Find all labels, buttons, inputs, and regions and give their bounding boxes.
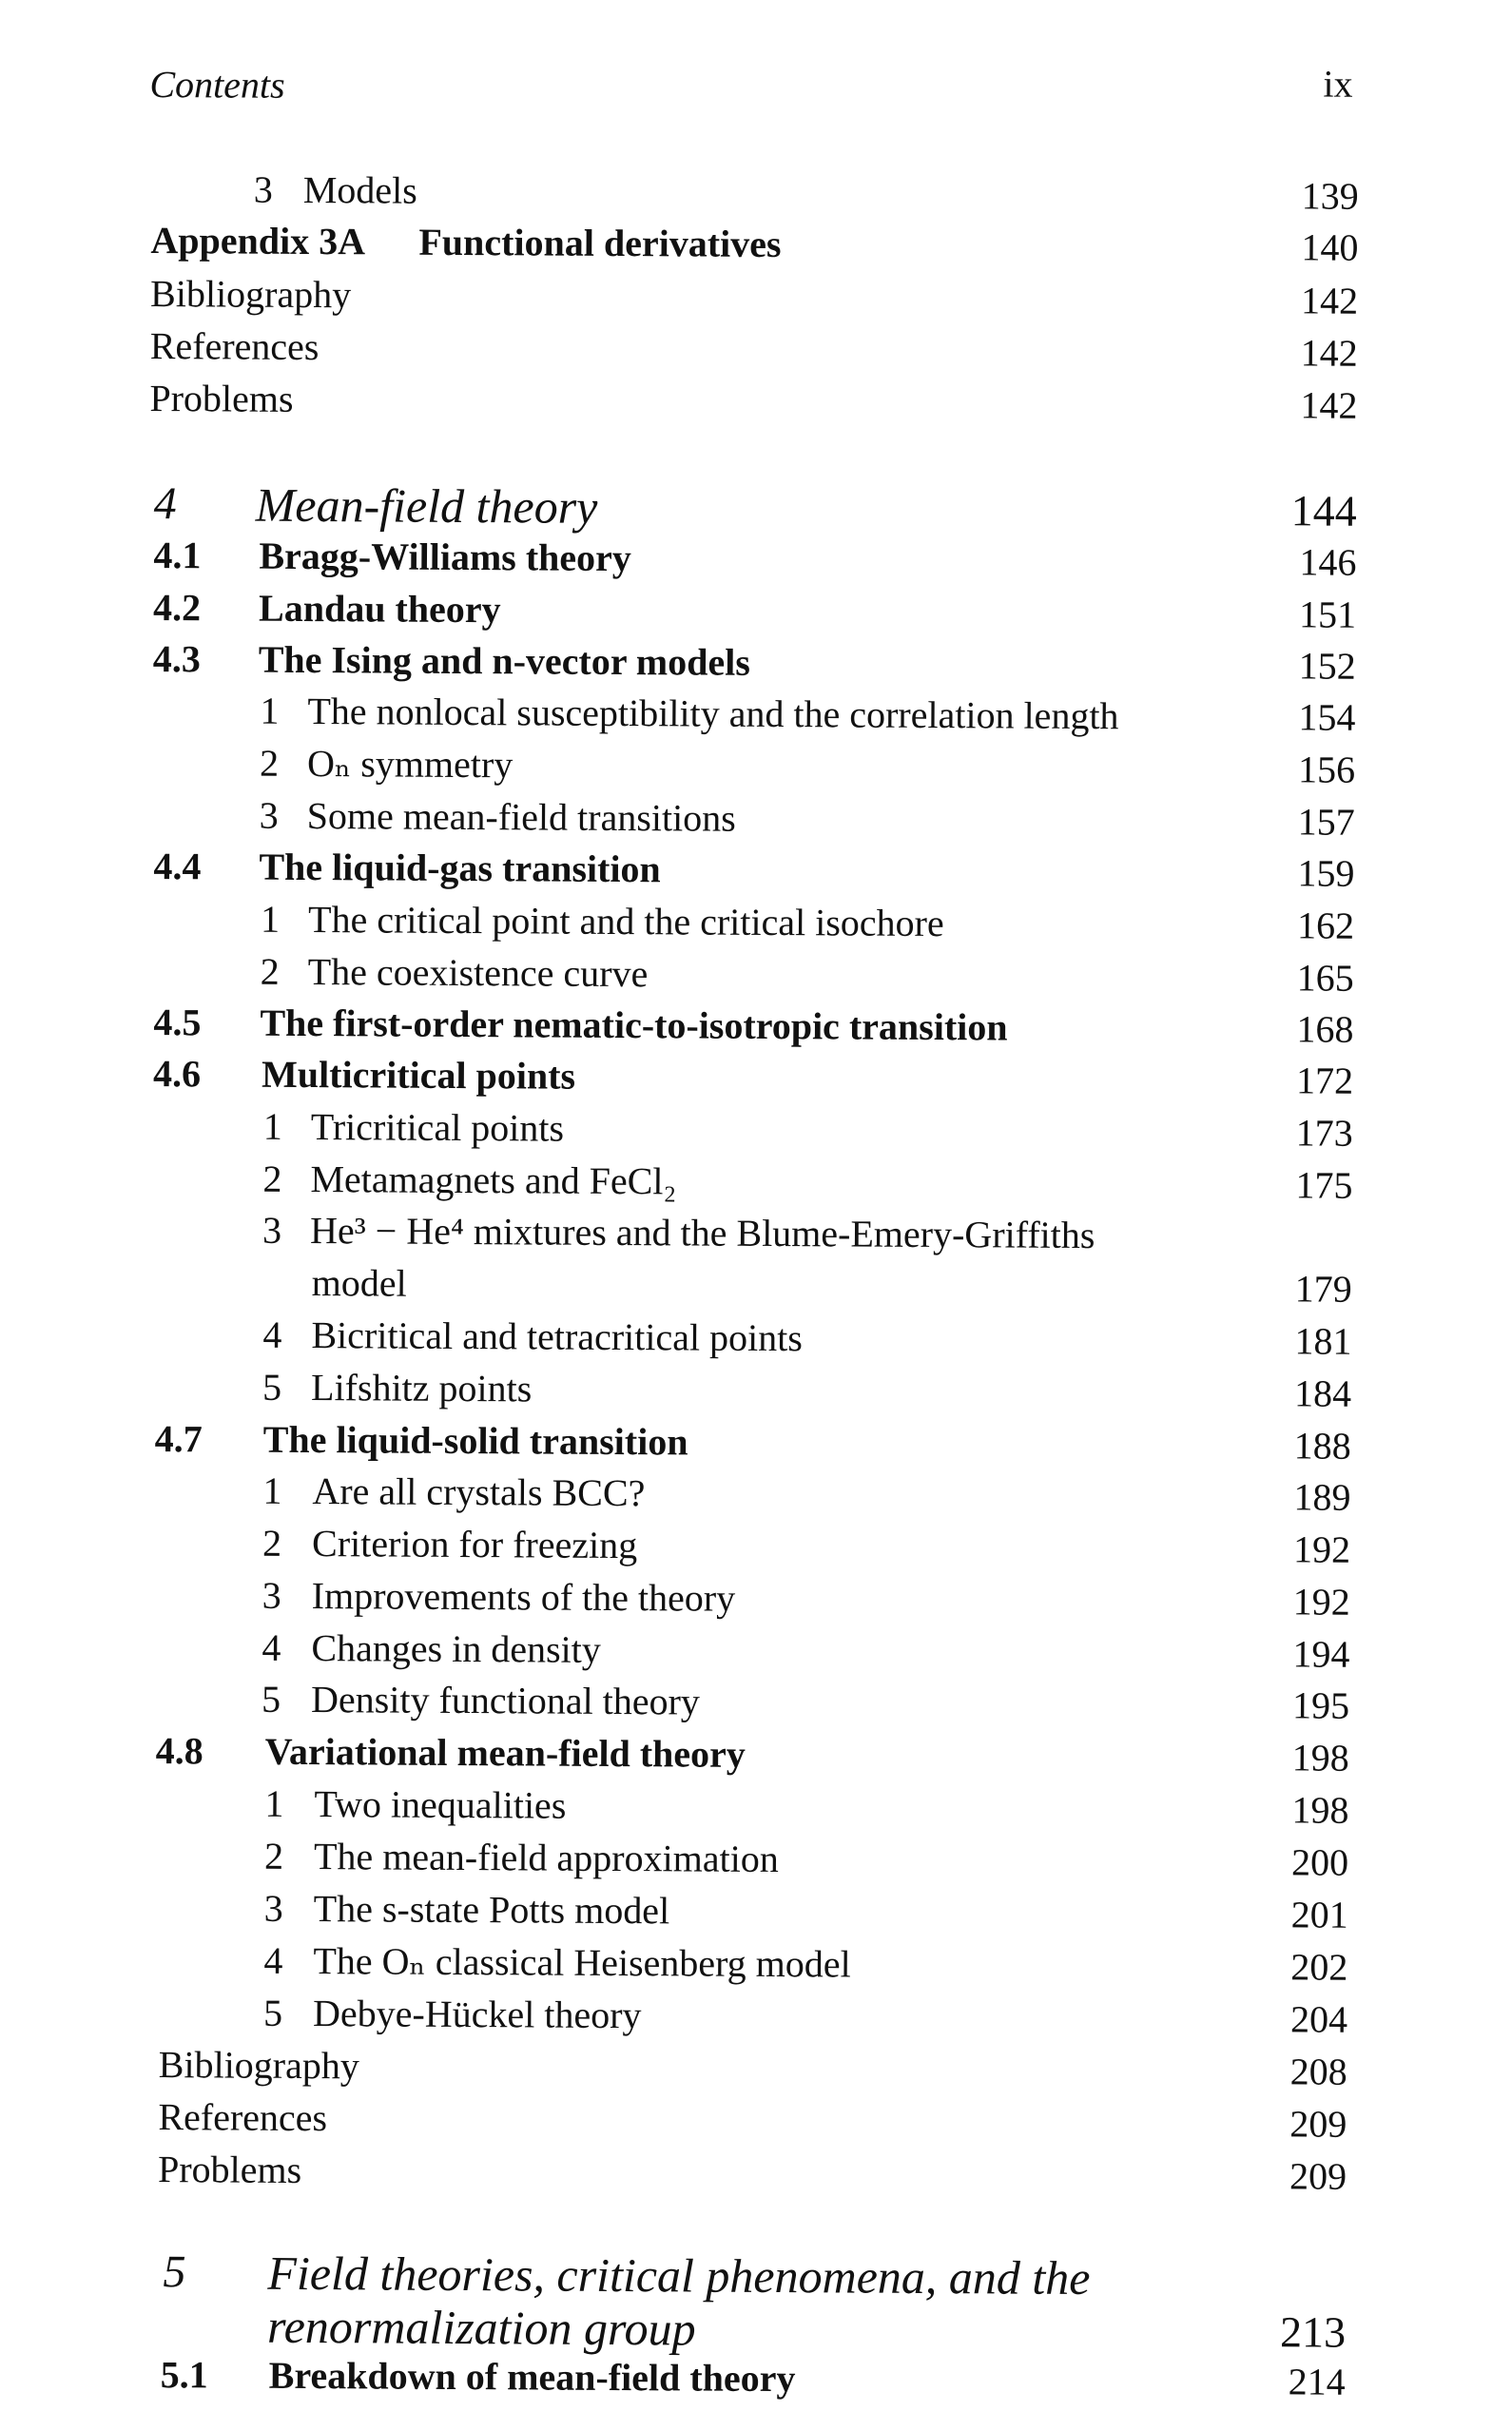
toc-num: 4.7	[154, 1417, 203, 1461]
toc-title: renormalization group	[266, 2299, 696, 2356]
toc-appendix-row[interactable]	[0, 213, 1511, 276]
toc-title: The critical point and the critical isochore	[307, 897, 944, 945]
toc-title: Bragg-Williams theory	[259, 534, 632, 580]
toc-title: Bicritical and tetracritical points	[311, 1313, 804, 1360]
toc-title: References	[149, 323, 320, 369]
toc-num: 5	[262, 1365, 282, 1409]
toc-title: The mean-field approximation	[313, 1835, 779, 1881]
toc-page: 192	[1292, 1527, 1351, 1571]
toc-page: 142	[1300, 383, 1358, 427]
toc-num: 4.1	[153, 533, 202, 577]
toc-title: The Oₙ classical Heisenberg model	[313, 1939, 851, 1986]
toc-title: Problems	[157, 2148, 302, 2191]
toc-page: 181	[1294, 1319, 1352, 1363]
toc-num: Appendix 3A	[150, 218, 366, 263]
toc-title: Multicritical points	[261, 1052, 576, 1098]
running-header-page: ix	[1323, 62, 1353, 106]
toc-page: 198	[1291, 1736, 1349, 1779]
toc-num: 5	[262, 1991, 283, 2034]
toc-page: 144	[1290, 486, 1357, 535]
toc-title: Tricritical points	[310, 1105, 565, 1150]
toc-page: 172	[1295, 1059, 1354, 1102]
toc-page: 213	[1279, 2307, 1347, 2357]
toc-num: 4.2	[152, 585, 202, 630]
toc-title: Oₙ symmetry	[306, 741, 514, 787]
toc-num: 3	[262, 1208, 282, 1252]
toc-title: Two inequalities	[314, 1782, 567, 1827]
toc-page: 142	[1300, 279, 1359, 322]
toc-page: 146	[1299, 540, 1357, 584]
toc-num: 3	[259, 793, 279, 837]
toc-title: Bibliography	[158, 2043, 359, 2088]
toc-num: 4	[262, 1625, 281, 1669]
toc-num: 2	[260, 949, 280, 993]
toc-page: 139	[1301, 174, 1359, 218]
toc-page: 151	[1298, 593, 1357, 636]
toc-title: Field theories, critical phenomena, and the	[267, 2246, 1091, 2305]
toc-page: 154	[1298, 695, 1356, 739]
toc-page: 188	[1293, 1424, 1351, 1468]
toc-page: 162	[1296, 904, 1355, 947]
toc-back-matter-row[interactable]	[0, 371, 1510, 434]
toc-page: 156	[1297, 748, 1356, 791]
toc-title: The nonlocal susceptibility and the correlation length	[307, 689, 1119, 738]
toc-title: Functional derivatives	[418, 220, 782, 266]
toc-page: 175	[1295, 1163, 1353, 1207]
toc-title: model	[311, 1261, 407, 1305]
toc-page: 152	[1298, 644, 1356, 688]
toc-num: 4	[263, 1938, 283, 1982]
toc-page: 165	[1296, 956, 1354, 1000]
toc-page: 201	[1290, 1893, 1348, 1936]
toc-title: Variational mean-field theory	[264, 1729, 746, 1776]
toc-num: 4	[153, 477, 177, 530]
toc-num: 1	[260, 897, 281, 941]
toc-page: 195	[1291, 1683, 1350, 1727]
toc-title: Changes in density	[311, 1626, 601, 1671]
toc-page: 209	[1289, 2154, 1347, 2198]
toc-page: 184	[1293, 1371, 1352, 1415]
running-header-title: Contents	[149, 62, 285, 107]
toc-title: The first-order nematic-to-isotropic transition	[260, 1001, 1008, 1049]
toc-title: Breakdown of mean-field theory	[268, 2353, 796, 2401]
toc-num: 5.1	[160, 2353, 208, 2397]
toc-page: 192	[1292, 1580, 1350, 1624]
toc-section-row[interactable]	[0, 2347, 1498, 2410]
toc-page: 214	[1288, 2360, 1346, 2403]
toc-num: 1	[262, 1104, 282, 1148]
toc-title: Lifshitz points	[310, 1366, 533, 1410]
toc-title: The s-state Potts model	[313, 1887, 670, 1933]
toc-title: He³ − He⁴ mixtures and the Blume-Emery-Griffiths	[309, 1209, 1095, 1257]
toc-page: 200	[1290, 1840, 1349, 1884]
toc-page: 173	[1295, 1111, 1353, 1155]
toc-num: 4.5	[153, 1001, 202, 1044]
toc-title: Metamagnets and FeCl₂	[310, 1157, 677, 1203]
toc-title: Problems	[149, 376, 294, 420]
toc-num: 5	[163, 2246, 186, 2298]
toc-num: 1	[262, 1468, 282, 1512]
toc-title: Models	[302, 167, 417, 212]
toc-title: References	[158, 2095, 328, 2140]
toc-num: 1	[264, 1781, 284, 1825]
toc-title: The Ising and n-vector models	[258, 637, 750, 684]
toc-title: Density functional theory	[310, 1678, 701, 1723]
toc-num: 4	[262, 1313, 282, 1356]
toc-page: 208	[1289, 2050, 1347, 2093]
toc-num: 4.3	[152, 636, 201, 681]
toc-page: 202	[1290, 1945, 1348, 1989]
toc-title: Improvements of the theory	[311, 1574, 736, 1620]
toc-num: 4.4	[153, 845, 202, 888]
toc-page: 189	[1293, 1475, 1351, 1519]
toc-num: 3	[253, 167, 273, 211]
toc-num: 1	[260, 689, 280, 732]
toc-page: 140	[1301, 225, 1359, 269]
toc-page: 194	[1292, 1632, 1350, 1676]
toc-page: 142	[1300, 331, 1358, 375]
toc-num: 2	[263, 1834, 284, 1877]
toc-page: 157	[1297, 800, 1355, 844]
toc-title: Criterion for freezing	[311, 1522, 638, 1567]
toc-page: 204	[1289, 1997, 1348, 2041]
toc-title: The coexistence curve	[307, 949, 649, 996]
toc-page: 198	[1291, 1788, 1349, 1832]
toc-title: The liquid-gas transition	[259, 845, 661, 891]
toc-back-matter-row[interactable]	[0, 2142, 1499, 2205]
toc-page: 168	[1296, 1007, 1354, 1051]
toc-page: 159	[1297, 851, 1355, 895]
toc-title: Landau theory	[258, 586, 501, 632]
toc-num: 2	[259, 741, 280, 785]
toc-title: The liquid-solid transition	[262, 1417, 688, 1464]
toc-num: 2	[262, 1521, 282, 1565]
toc-num: 3	[263, 1886, 283, 1930]
toc-title: Are all crystals BCC?	[312, 1469, 646, 1515]
toc-num: 2	[262, 1157, 282, 1200]
toc-title: Mean-field theory	[255, 477, 598, 534]
toc-page: 209	[1289, 2102, 1347, 2146]
toc-num: 4.8	[155, 1729, 204, 1773]
toc-title: Debye-Hückel theory	[312, 1992, 642, 2037]
toc-num: 3	[262, 1573, 281, 1617]
toc-num: 4.6	[152, 1052, 202, 1096]
toc-page: 179	[1294, 1267, 1352, 1311]
toc-title: Bibliography	[149, 271, 352, 317]
toc-num: 5	[261, 1677, 281, 1721]
toc-title: Some mean-field transitions	[306, 793, 736, 840]
